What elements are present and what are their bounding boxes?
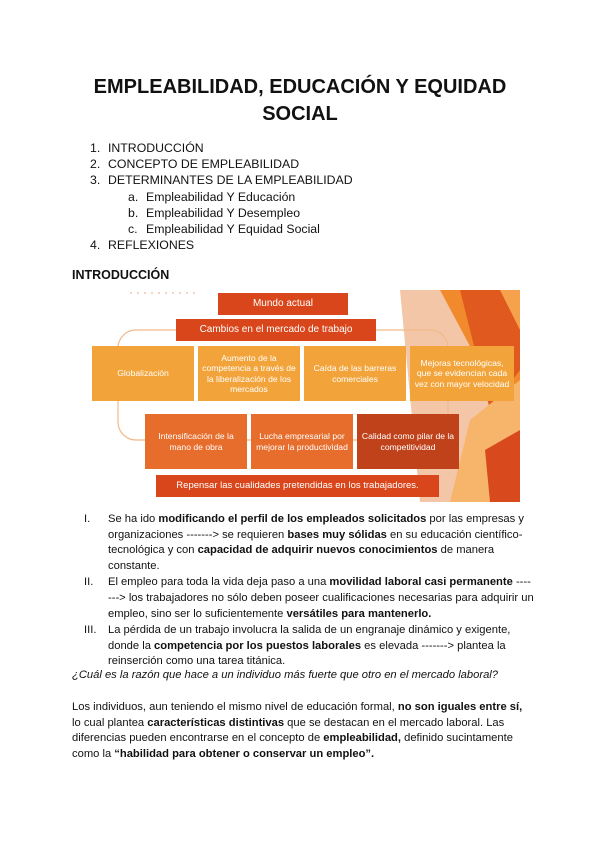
point-text-bold: bases muy sólidas [287, 528, 387, 541]
toc-sub-number: a. [128, 189, 139, 204]
intro-heading: INTRODUCCIÓN [72, 268, 170, 282]
box-repensar: Repensar las cualidades pretendidas en los trabajadores. [156, 475, 439, 497]
box-globalizacion: Globalización [92, 346, 194, 401]
para-text-bold: características distintivas [147, 716, 285, 729]
toc-label: INTRODUCCIÓN [108, 141, 204, 155]
point-number: III. [84, 624, 97, 637]
toc-sublist [90, 189, 353, 238]
toc-number: 3. [90, 173, 101, 188]
para-text-bold: “habilidad para obtener o conservar un empleo”. [114, 747, 375, 760]
toc-sub-number: c. [128, 222, 138, 237]
para-text-bold: empleabilidad, [323, 732, 401, 745]
point-text-part: de manera constante. [108, 544, 495, 572]
toc-subitem [128, 205, 353, 221]
toc-number: 2. [90, 157, 101, 172]
intro-diagram [90, 290, 520, 502]
box-aumento-competencia: Aumento de la competencia a través de la liberalización de los mercados [198, 346, 300, 401]
box-intensificacion: Intensificación de la mano de obra [145, 414, 247, 469]
point-text-part: por las empresas y organizaciones -------> se requieren [108, 513, 524, 541]
toc-item [90, 237, 353, 253]
para-text-part: definido sucintamente como la [72, 732, 513, 760]
para-text-part: que se destacan en el mercado laboral. Las diferencias pueden encontrarse en el concepto de [72, 716, 505, 745]
point-text-part: es elevada -------> plantea la reinserción como una tarea titánica. [108, 639, 506, 668]
conclusion-paragraph [72, 700, 534, 762]
document-title: EMPLEABILIDAD, EDUCACIÓN Y EQUIDAD SOCIAL [93, 76, 507, 125]
box-cambios-mercado: Cambios en el mercado de trabajo [176, 319, 376, 341]
toc-number: 1. [90, 141, 101, 155]
point-text-part: El empleo para toda la vida deja paso a una [108, 576, 330, 589]
point-text-bold: competencia por los puestos laborales [154, 639, 362, 652]
toc-label: CONCEPTO DE EMPLEABILIDAD [108, 157, 300, 172]
point-text-part: La pérdida de un trabajo involucra la salida de un engranaje dinámico y exigente, donde la [108, 624, 511, 652]
box-mejoras-tecnologicas: Mejoras tecnológicas, que se evidencian cada vez con mayor velocidad [410, 346, 514, 401]
toc-item [90, 140, 353, 156]
toc-item [90, 172, 353, 188]
toc-sub-label: Empleabilidad Y Educación [146, 189, 296, 204]
table-of-contents [90, 140, 353, 253]
para-text-bold: no son iguales entre sí, [397, 701, 523, 713]
point-text-part: en su educación científico-tecnológica y con [108, 528, 523, 557]
toc-sub-number: b. [128, 205, 139, 220]
point-item [72, 575, 534, 622]
point-text-part: -------> los trabajadores no sólo deben poseer cualificaciones necesarias para adquirir un empleo, sino ser lo suficientemente [108, 576, 534, 620]
toc-subitem [128, 189, 353, 205]
point-item [72, 512, 534, 574]
key-points-list [72, 512, 534, 671]
point-number: II. [84, 576, 94, 589]
toc-item [90, 156, 353, 172]
point-text-bold: movilidad laboral casi permanente [329, 576, 513, 589]
para-text-part: lo cual plantea [72, 716, 148, 729]
box-lucha-empresarial: Lucha empresarial por mejorar la productividad [251, 414, 353, 469]
toc-sub-label: Empleabilidad Y Equidad Social [146, 222, 320, 237]
toc-number: 4. [90, 238, 101, 253]
toc-label: REFLEXIONES [108, 238, 195, 253]
toc-subitem [128, 221, 353, 237]
point-number: I. [84, 513, 91, 525]
point-text-bold: versátiles para mantenerlo. [286, 607, 432, 620]
question-text: ¿Cuál es la razón que hace a un individuo más fuerte que otro en el mercado laboral? [72, 669, 499, 681]
point-text-part: Se ha ido [108, 513, 159, 525]
box-calidad: Calidad como pilar de la competitividad [357, 414, 459, 469]
point-item [72, 623, 534, 670]
para-text-part: Los individuos, aun teniendo el mismo nivel de educación formal, [72, 701, 398, 713]
toc-sub-label: Empleabilidad Y Desempleo [146, 205, 301, 220]
point-text-bold: modificando el perfil de los empleados solicitados [158, 513, 427, 525]
box-caida-barreras: Caída de las barreras comerciales [304, 346, 406, 401]
box-mundo-actual: Mundo actual [218, 293, 348, 315]
point-text-bold: capacidad de adquirir nuevos conocimientos [197, 544, 438, 557]
toc-label: DETERMINANTES DE LA EMPLEABILIDAD [108, 173, 353, 188]
